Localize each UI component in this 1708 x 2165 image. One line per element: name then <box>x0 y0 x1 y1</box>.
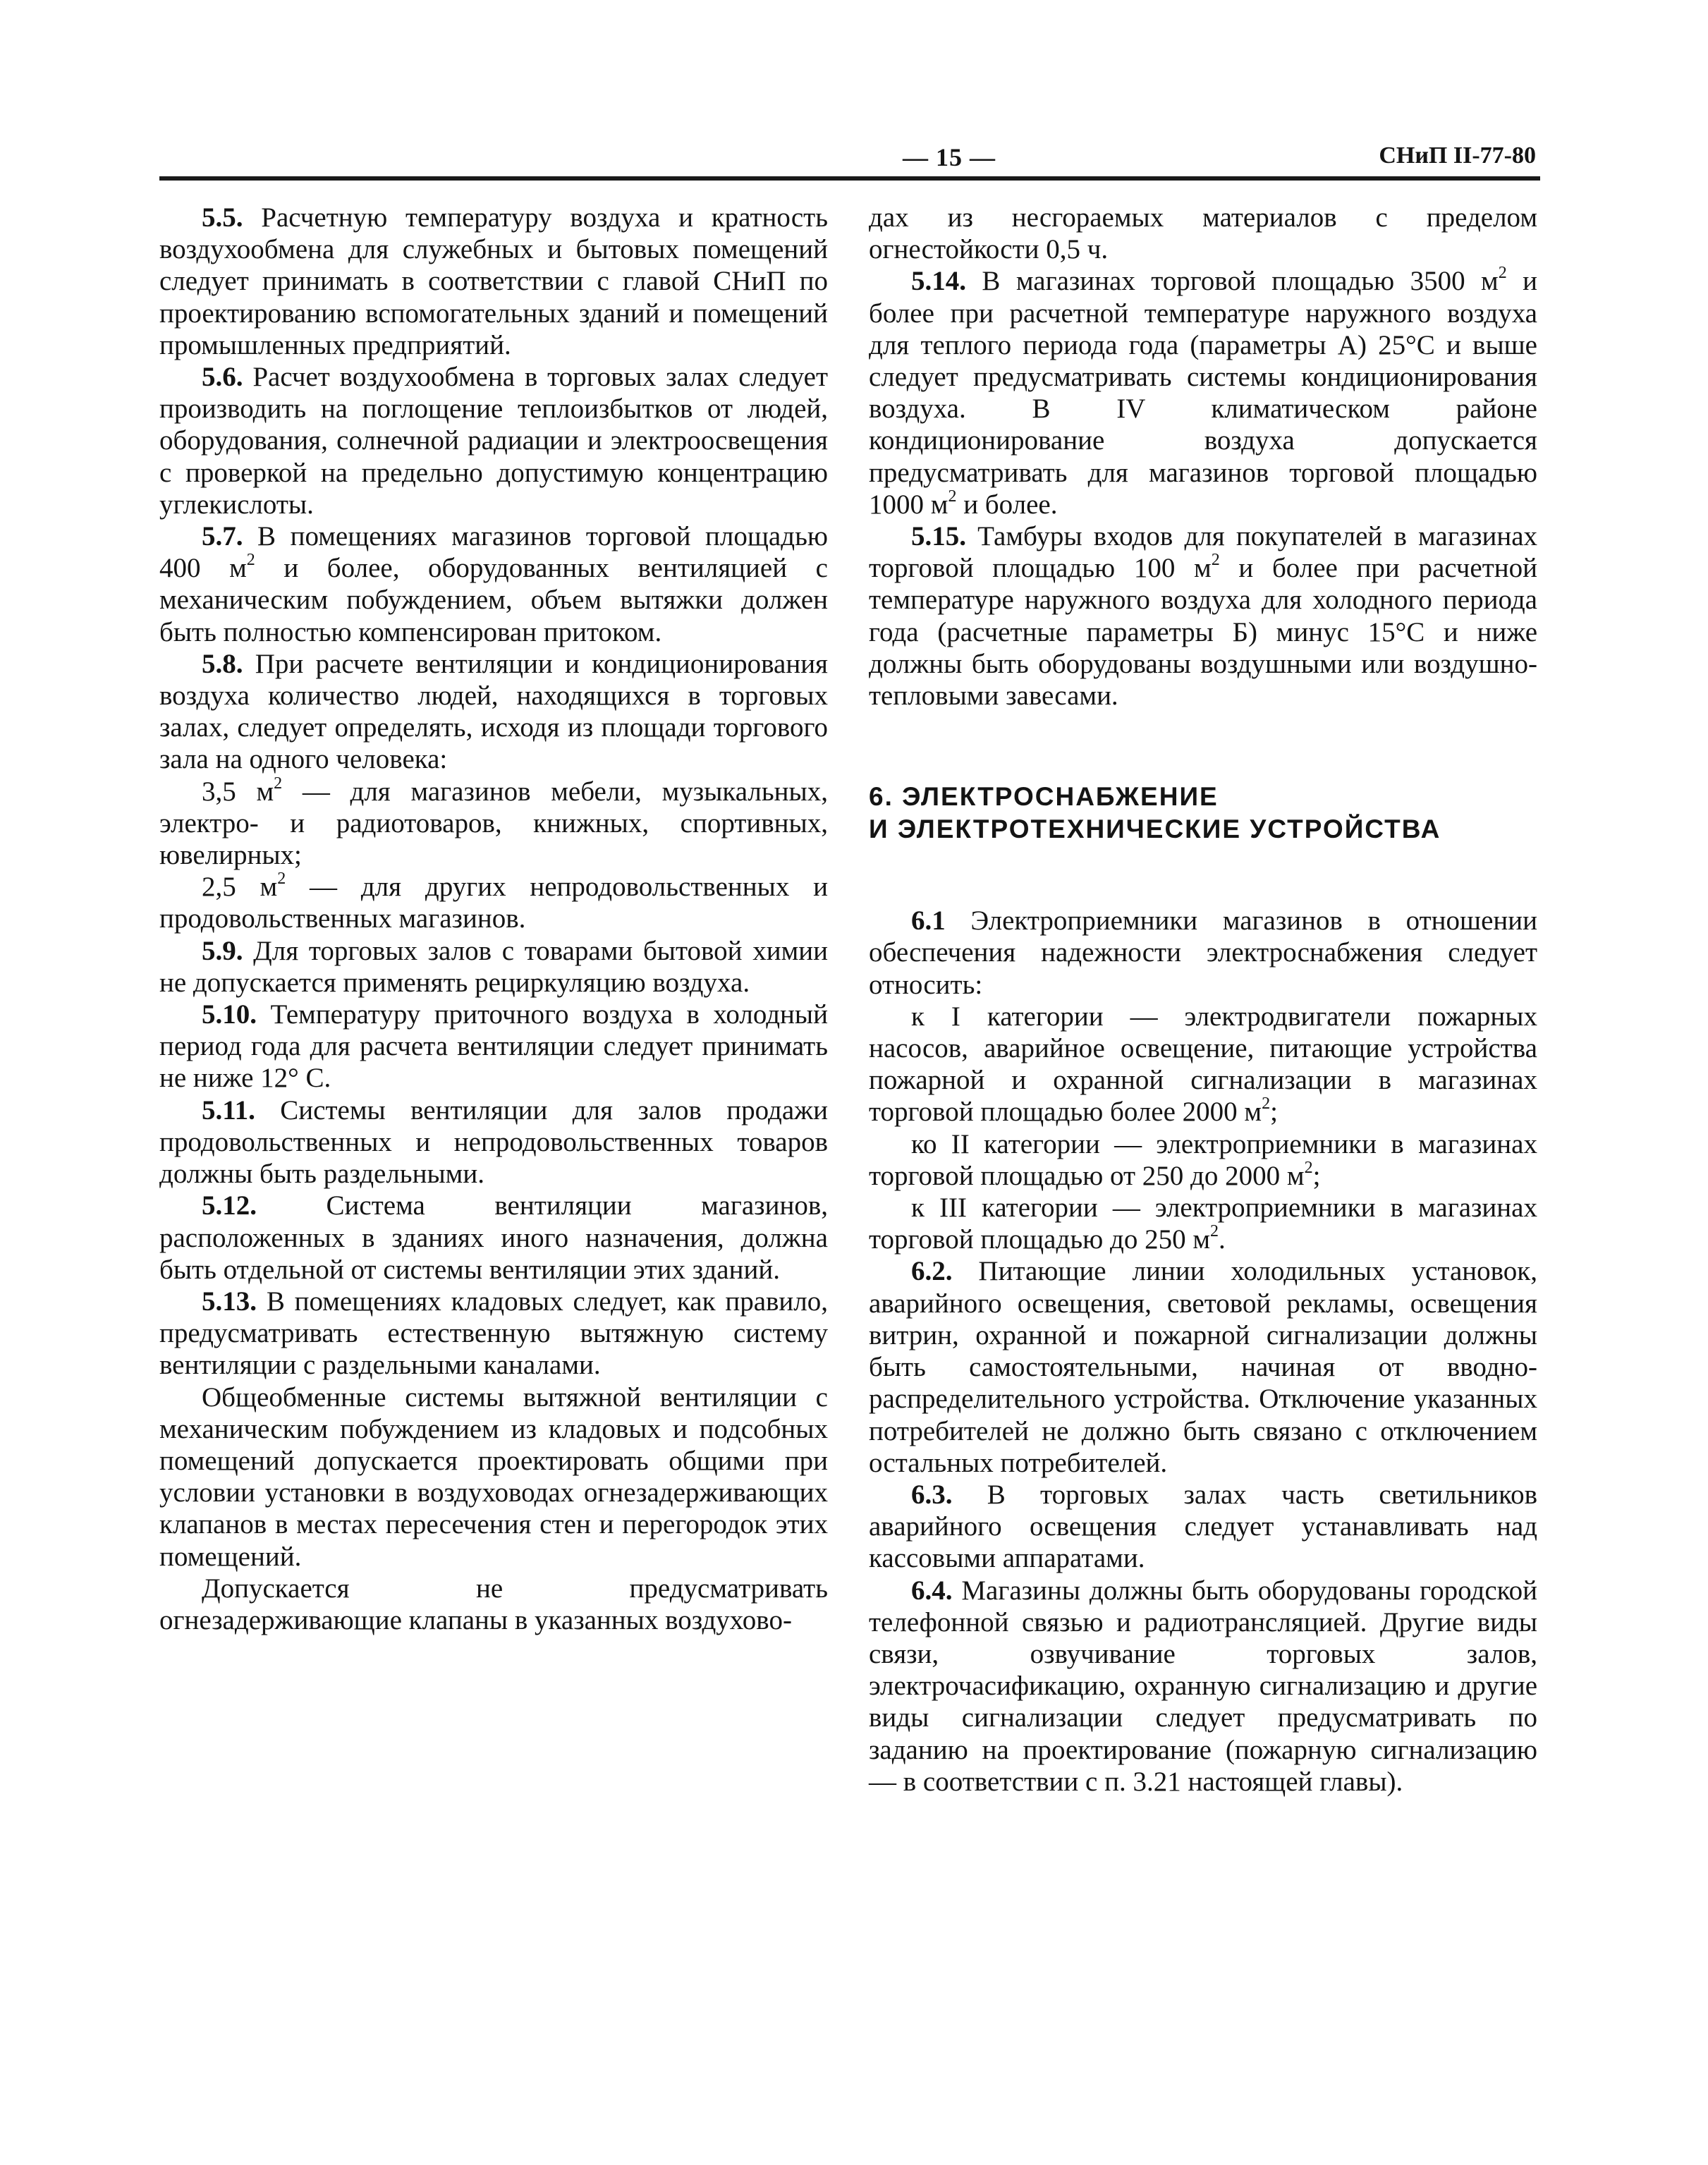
document-code: СНиП II-77-80 <box>1379 142 1536 169</box>
clause-text: Тамбуры входов для покупателей в магазинах торговой площадью 100 м <box>869 521 1538 584</box>
clause-6-1 <box>869 905 1537 1001</box>
superscript: 2 <box>1210 1222 1219 1241</box>
superscript: 2 <box>246 551 255 570</box>
clause-number: 5.8. <box>202 648 243 679</box>
clause-5-9 <box>159 935 828 999</box>
clause-5-5 <box>159 202 828 361</box>
right-column <box>869 202 1537 1798</box>
clause-text: Температуру приточного воздуха в холодный период года для расчета вентиляции следует принимать не ниже 12° С. <box>159 999 828 1094</box>
page-number: — 15 — <box>903 143 996 171</box>
clause-5-7 <box>159 520 828 648</box>
clause-5-8 <box>159 648 828 776</box>
clause-6-1-item-3 <box>869 1192 1537 1255</box>
clause-text: и более при расчетной температуре наружного воздуха для теплого периода года (параметры А) 25°С и выше следует предусматривать системы кондиционирования воздуха. В IV климатическом районе кондиционирование воздуха допускается предусматривать для магазинов торговой площадью 1000 м <box>869 266 1537 520</box>
clause-5-13-paragraph-2: Общеобменные системы вытяжной вентиляции с механическим побуждением из кладовых и подсобных помещений допускается проектировать общими при условии установки в воздуховодах огнезадерживающих клапанов в местах пересечения стен и перегородок этих помещений. <box>159 1382 828 1572</box>
page-header <box>159 138 1536 181</box>
clause-6-1-item-2 <box>869 1128 1537 1192</box>
clause-number: 5.9. <box>202 935 243 966</box>
section-heading-line: И ЭЛЕКТРОТЕХНИЧЕСКИЕ УСТРОЙСТВА <box>869 815 1441 844</box>
section-heading-line: 6. ЭЛЕКТРОСНАБЖЕНИЕ <box>869 782 1219 812</box>
clause-text: и более, оборудованных вентиляцией с механическим побуждением, объем вытяжки должен быть полностью компенсирован притоком. <box>159 553 828 647</box>
clause-text: В торговых залах часть светильников аварийного освещения следует устанавливать над кассовыми аппаратами. <box>869 1479 1537 1574</box>
clause-5-11 <box>159 1094 828 1190</box>
clause-text: и более при расчетной температуре наружного воздуха для холодного периода года (расчетные параметры Б) минус 15°С и ниже должны быть оборудованы воздушными или воздушно-тепловыми завесами. <box>869 553 1537 712</box>
clause-text: — для других непродовольственных и продовольственных магазинов. <box>159 872 828 934</box>
clause-number: 6.4. <box>911 1575 953 1606</box>
clause-number: 6.2. <box>911 1256 953 1287</box>
clause-text: ; <box>1270 1097 1278 1128</box>
clause-5-6 <box>159 361 828 520</box>
left-column <box>159 202 828 1636</box>
clause-number: 5.10. <box>202 999 257 1030</box>
clause-text: Система вентиляции магазинов, расположенных в зданиях иного назначения, должна быть отдельной от системы вентиляции этих зданий. <box>159 1190 828 1285</box>
clause-text: Расчетную температуру воздуха и кратность воздухообмена для служебных и бытовых помещений следует принимать в соответствии с главой СНиП по проектированию вспомогательных зданий и помещений промышленных предприятий. <box>159 202 828 360</box>
superscript: 2 <box>1498 264 1507 283</box>
clause-number: 5.14. <box>911 266 966 297</box>
clause-text: — для магазинов мебели, музыкальных, электро- и радиотоваров, книжных, спортивных, ювелирных; <box>159 776 828 871</box>
clause-6-2 <box>869 1255 1537 1478</box>
clause-text: 2,5 м <box>202 872 278 903</box>
header-rule <box>159 176 1540 181</box>
clause-text: 3,5 м <box>202 776 274 807</box>
clause-number: 5.13. <box>202 1286 257 1317</box>
clause-text: В помещениях магазинов торговой площадью 400 м <box>159 521 828 584</box>
superscript: 2 <box>274 774 283 793</box>
clause-number: 5.6. <box>202 362 243 393</box>
clause-6-4 <box>869 1575 1537 1798</box>
clause-6-3 <box>869 1479 1537 1575</box>
superscript: 2 <box>1262 1094 1271 1114</box>
clause-number: 5.12. <box>202 1190 257 1221</box>
superscript: 2 <box>277 870 286 889</box>
clause-text: Электроприемники магазинов в отношении обеспечения надежности электроснабжения следует относить: <box>869 905 1537 1000</box>
clause-6-1-item-1 <box>869 1001 1537 1128</box>
section-heading-6 <box>869 781 1537 846</box>
clause-5-13 <box>159 1286 828 1382</box>
clause-text: Магазины должны быть оборудованы городской телефонной связью и радиотрансляцией. Другие виды связи, озвучивание торговых залов, электрочасификацию, охранную сигнализацию и другие виды сигнализации следует предусматривать по заданию на проектирование (пожарную сигнализацию — в соответствии с п. 3.21 настоящей главы). <box>869 1575 1537 1797</box>
clause-text: Системы вентиляции для залов продажи продовольственных и непродовольственных товаров должны быть раздельными. <box>159 1094 828 1190</box>
superscript: 2 <box>948 487 957 506</box>
continued-text: дах из несгораемых материалов с пределом огнестойкости 0,5 ч. <box>869 202 1537 265</box>
clause-number: 5.15. <box>911 521 966 552</box>
clause-text: В магазинах торговой площадью 3500 м <box>982 266 1499 297</box>
superscript: 2 <box>1211 551 1220 570</box>
clause-text: ко II категории — электроприемники в магазинах торговой площадью от 250 до 2000 м <box>869 1128 1537 1191</box>
clause-5-15 <box>869 520 1537 712</box>
clause-number: 6.1 <box>911 905 946 937</box>
clause-text: ; <box>1312 1160 1321 1191</box>
clause-5-13-paragraph-3: Допускается не предусматривать огнезадерживающие клапаны в указанных воздухово- <box>159 1573 828 1635</box>
clause-number: 5.11. <box>202 1094 255 1126</box>
clause-text: к III категории — электроприемники в магазинах торговой площадью до 250 м <box>869 1193 1537 1255</box>
clause-5-8-item-1 <box>159 776 828 872</box>
clause-text: и более. <box>956 489 1058 520</box>
clause-text: В помещениях кладовых следует, как правило, предусматривать естественную вытяжную систему вентиляции с раздельными каналами. <box>159 1286 829 1381</box>
clause-5-10 <box>159 999 828 1094</box>
clause-5-14 <box>869 265 1537 520</box>
clause-5-12 <box>159 1190 828 1286</box>
clause-text: Расчет воздухообмена в торговых залах следует производить на поглощение теплоизбытков от людей, оборудования, солнечной радиации и электроосвещения с проверкой на предельно допустимую концентрацию углекислоты. <box>159 362 829 520</box>
clause-number: 6.3. <box>911 1479 953 1510</box>
clause-5-8-item-2 <box>159 871 828 934</box>
clause-text: При расчете вентиляции и кондиционирования воздуха количество людей, находящихся в торговых залах, следует определять, исходя из площади торгового зала на одного человека: <box>159 648 828 775</box>
clause-number: 5.5. <box>202 202 243 233</box>
clause-text: Питающие линии холодильных установок, аварийного освещения, световой рекламы, освещения витрин, охранной и пожарной сигнализации должны быть самостоятельными, начиная от вводно-распределительного устройства. Отключение указанных потребителей не должно быть связано с отключением остальных потребителей. <box>869 1256 1538 1478</box>
clause-text: . <box>1219 1224 1226 1255</box>
clause-number: 5.7. <box>202 521 243 552</box>
superscript: 2 <box>1304 1158 1313 1177</box>
clause-text: к I категории — электродвигатели пожарных насосов, аварийное освещение, питающие устройства пожарной и охранной сигнализации в магазинах торговой площадью более 2000 м <box>869 1001 1537 1128</box>
clause-text: Для торговых залов с товарами бытовой химии не допускается применять рециркуляцию воздуха. <box>159 935 828 998</box>
